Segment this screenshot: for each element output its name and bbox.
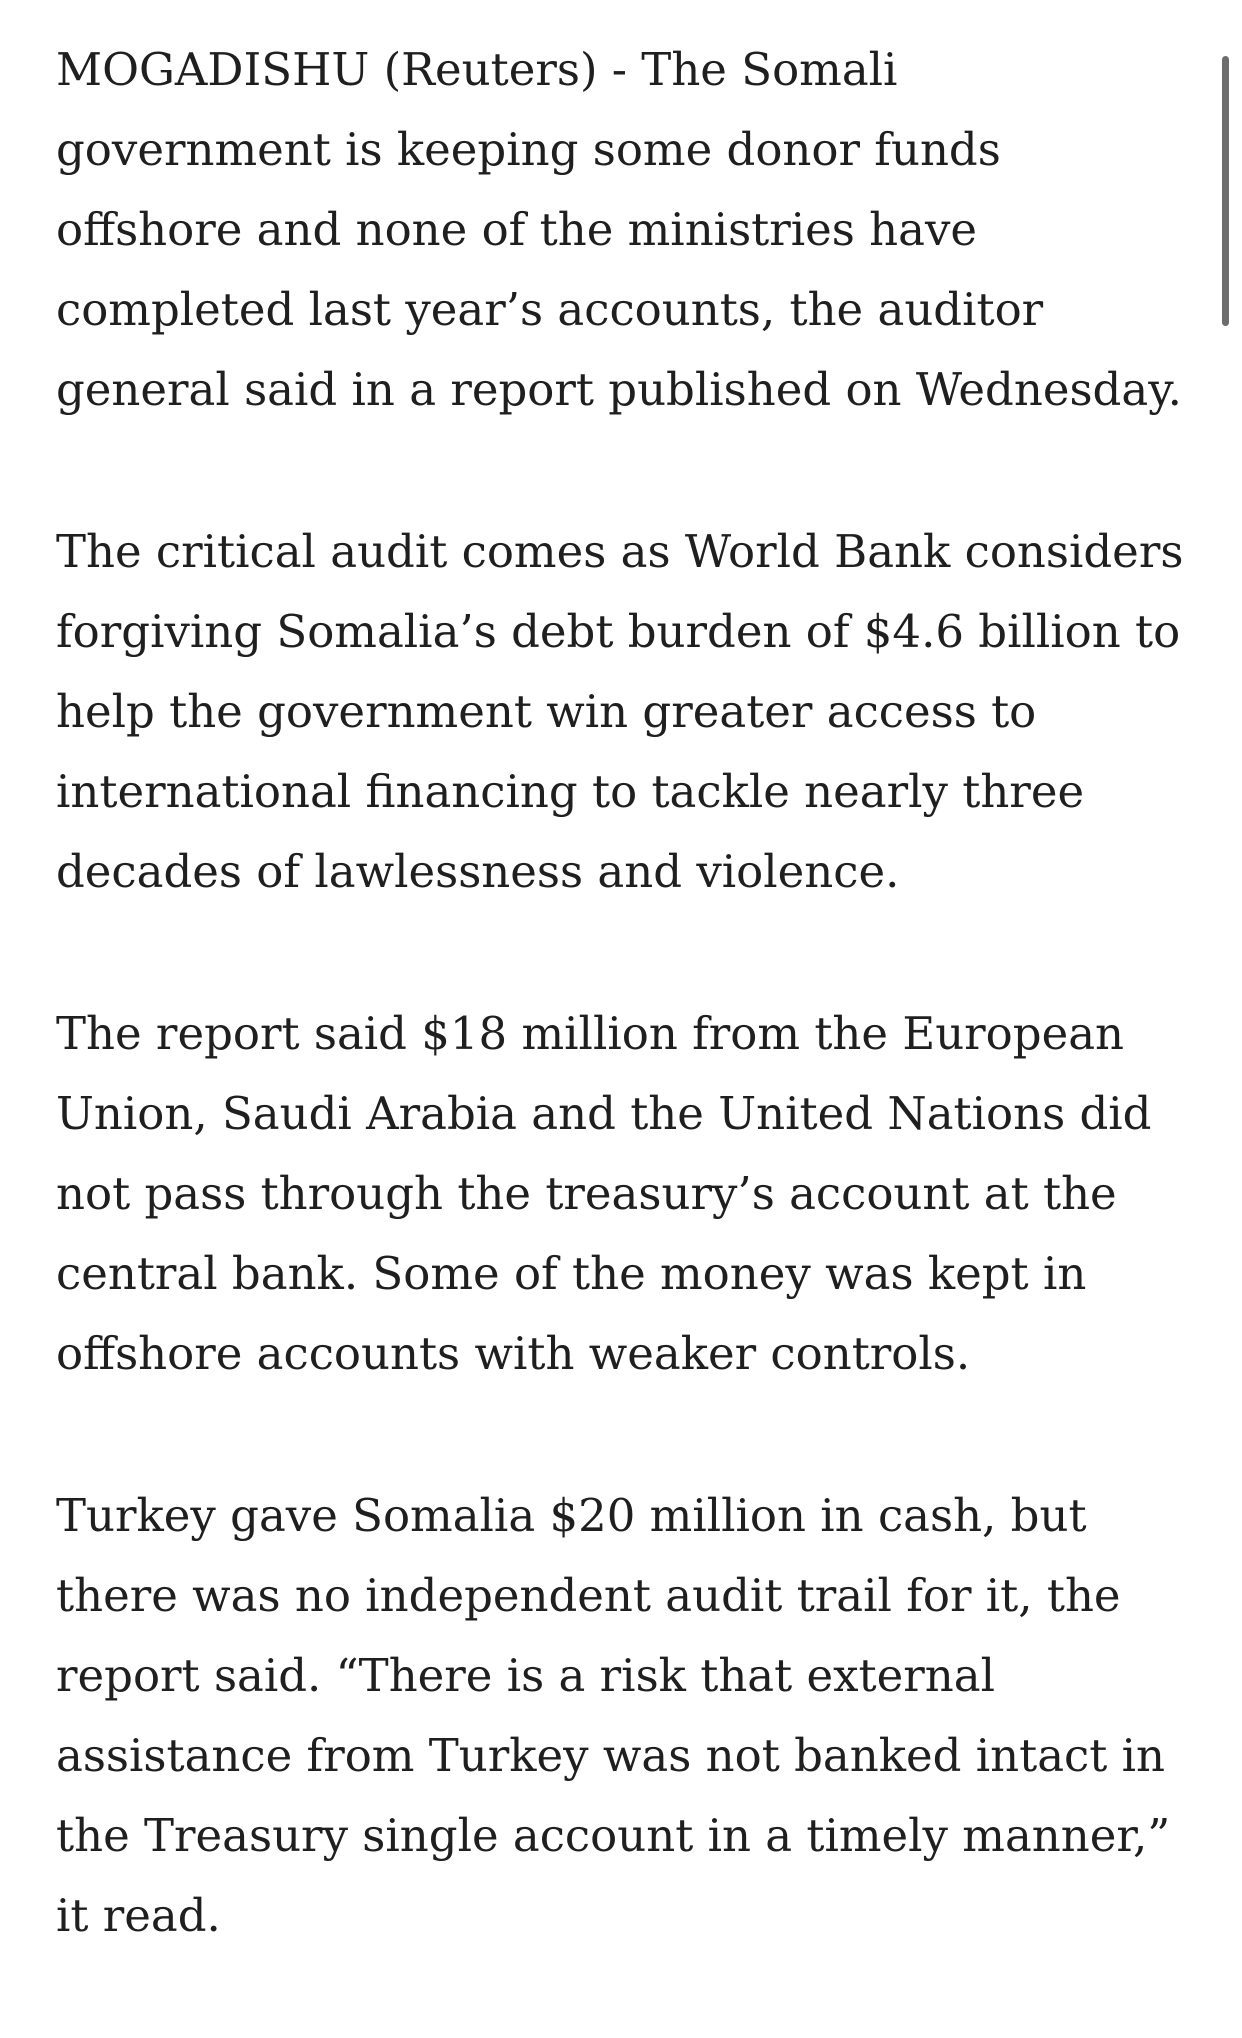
article-paragraph: Turkey gave Somalia $20 million in cash, but there was no independent audit trail for it, the report said. “There is a risk that external assistance from Turkey was not banked intact in the Treasury single account in a timely manner,” it read. bbox=[56, 1489, 1171, 1942]
article-body bbox=[56, 30, 1186, 2038]
article-paragraph: The critical audit comes as World Bank considers forgiving Somalia’s debt burden of $4.6 billion to help the government win greater access to international financing to tackle nearly three decades of lawlessness and violence. bbox=[56, 525, 1184, 898]
scrollbar[interactable] bbox=[1222, 56, 1229, 326]
article-paragraph: The report said $18 million from the European Union, Saudi Arabia and the United Nations did not pass through the treasury’s account at the central bank. Some of the money was kept in offshore accounts with weaker controls. bbox=[56, 1007, 1152, 1380]
article-paragraph: MOGADISHU (Reuters) - The Somali government is keeping some donor funds offshore and none of the ministries have completed last year’s accounts, the auditor general said in a report published on Wednesday. bbox=[56, 43, 1182, 416]
